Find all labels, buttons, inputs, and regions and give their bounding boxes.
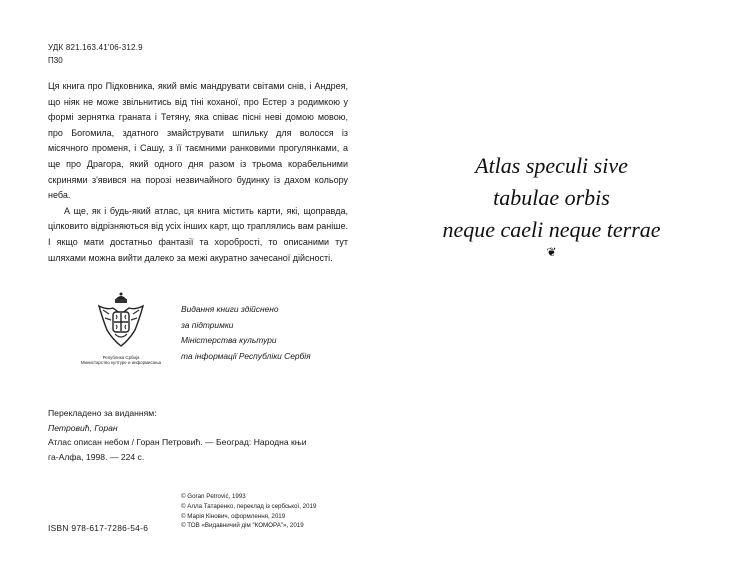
catalog-code: П30: [48, 56, 63, 65]
ministry-emblem-caption: [66, 355, 176, 366]
ornament-icon: ❦: [546, 245, 557, 259]
udk-code: УДК 821.163.41'06-312.9: [48, 43, 143, 52]
original-edition-cont: га-Алфа, 1998. — 224 с.: [48, 451, 145, 462]
original-author: Петровић, Горан: [48, 422, 118, 433]
right-page: [368, 0, 735, 584]
credit-line: © ТОВ «Видавничий дім "КОМОРА"», 2019: [181, 522, 304, 530]
serbia-coat-of-arms-icon: [93, 290, 149, 350]
support-line: за підтримки: [181, 319, 234, 330]
translation-heading: Перекладено за виданням:: [48, 408, 157, 418]
annotation-paragraph: А ще, як і будь-який атлас, ця книга містить карти, які, щоправда, цілковито відрізняються від усіх інших карт, що траплялись вам раніше. І якщо мати достатньо фантазії та хоробрості, то описаними тут шляхами можна вийти далеко за межі акуратно зачесаної дійсності.: [48, 205, 348, 263]
title-line: tabulae orbis: [493, 185, 610, 210]
caption-line: Република Србија: [102, 355, 140, 360]
support-line: Видання книги здійснено: [181, 304, 279, 314]
title-line: neque caeli neque terrae: [442, 217, 661, 242]
credit-line: © Goran Petrović, 1993: [181, 493, 246, 500]
credit-line: © Алла Татаренко, переклад із сербської, 2019: [181, 502, 317, 510]
book-annotation: [48, 79, 348, 266]
support-line: та інформації Республіки Сербія: [181, 350, 311, 361]
translation-source: [48, 406, 358, 464]
credit-line: © Марія Кінович, оформлення, 2019: [181, 512, 286, 520]
annotation-paragraph: Ця книга про Підковника, який вміє мандрувати світами снів, і Андрея, що ніяк не може звільнитись від тіні коханої, про Естер з родимкою у формі зернятка граната і Тетяну, яка співає пісні неві домою мовою, про Богомила, здатного змайструвати шпильку для волосся із місячного променя, і Сашу, з її таємними ранковими прогулянками, а ще про Драгора, який одного дня разом із трьома корабельними скринями з'явився на порозі незвичайного будинку із дахом кольору неба.: [48, 81, 348, 201]
latin-title: [368, 150, 735, 246]
original-edition: Атлас описан небом / Горан Петровић. — Београд: Народна књи: [48, 437, 307, 448]
title-line: Atlas speculi sive: [475, 153, 628, 178]
publication-support: [181, 302, 356, 364]
support-line: Міністерства культури: [181, 335, 277, 345]
isbn: ISBN 978-617-7286-54-6: [48, 523, 149, 533]
caption-line: Министарство културе и информисања: [80, 360, 162, 366]
copyright-credits: [181, 492, 316, 531]
